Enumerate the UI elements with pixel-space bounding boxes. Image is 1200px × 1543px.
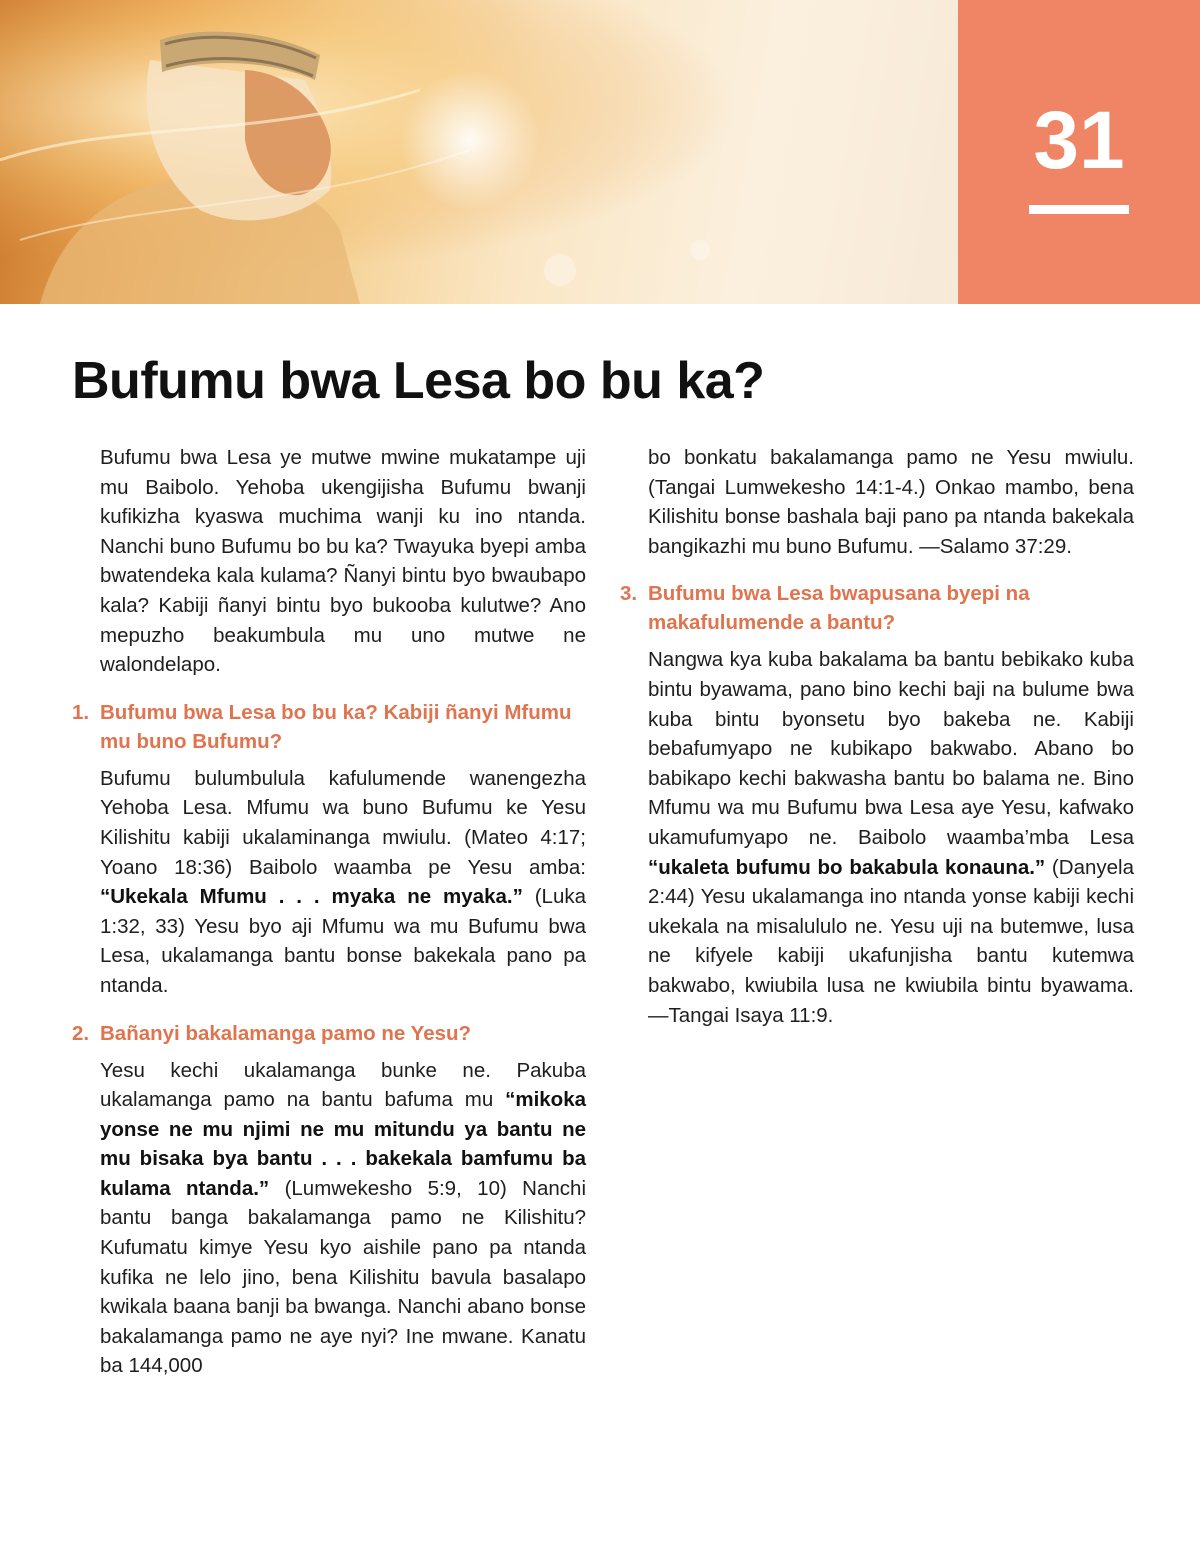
question-3-number: 3. bbox=[620, 582, 638, 606]
answer-2-continued: bo bonkatu bakalamanga pamo ne Yesu mwiulu. (Tangai Lumwekesho 14:1-4.) Onkao mambo, bena Kilishitu bonse bashala baji pano pa ntanda bakekala bangikazhi mu buno Bufumu. —Salamo 37:29. bbox=[648, 446, 1134, 558]
answer-2 bbox=[72, 1056, 586, 1382]
question-1 bbox=[72, 698, 586, 756]
question-3-text: Bufumu bwa Lesa bwapusana byepi na makafulumende a bantu? bbox=[648, 582, 1030, 635]
answer-3-quote: “ukaleta bufumu bo bakabula konauna.” bbox=[648, 855, 1046, 879]
answer-2-text-end: (Lumwekesho 5:9, 10) Nanchi bantu banga bakalamanga pamo ne Kilishitu? Kufumatu kimye Yesu kyo aishile pano pa ntanda kufika ne lelo jino, bena Kilishitu bavula basalapo kwikala baana banji ba bwanga. Nanchi abano bonse bakalamanga pamo ne aye nyi? Ine mwane. Kanatu ba 144,000 bbox=[100, 1176, 586, 1378]
left-column bbox=[72, 443, 586, 1381]
answer-1-quote: “Ukekala Mfumu . . . myaka ne myaka.” bbox=[100, 885, 523, 909]
question-3 bbox=[620, 579, 1134, 637]
answer-3 bbox=[620, 645, 1134, 1030]
answer-1-text-end: (Luka 1:32, 33) Yesu byo aji Mfumu wa mu Bufumu bwa Lesa, ukalamanga bantu bonse bakekala pano pa ntanda. bbox=[100, 885, 587, 997]
page-title: Bufumu bwa Lesa bo bu ka? bbox=[72, 352, 765, 410]
answer-3-text-end: (Danyela 2:44) Yesu ukalamanga ino ntanda yonse kabiji kechi ukekala na misalululo ne. Yesu uji na butemwe, lusa ne kifyele kabiji ukafunjisha bantu kutemwa bakwabo, kwiubila lusa ne kwiubila bintu byawama. —Tangai Isaya 11:9. bbox=[648, 855, 1134, 1027]
question-1-number: 1. bbox=[72, 700, 90, 724]
header-image bbox=[0, 0, 958, 304]
answer-1 bbox=[72, 764, 586, 1001]
answer-3-text: Nangwa kya kuba bakalama ba bantu bebikako kuba bintu byawama, pano bino kechi baji na bulume bwa kuba bintu byonsetu byo bakeba ne. Kabiji bebafumyapo ne kubikapo bakwabo. Abano bo babikapo kechi bakwasha bantu bo balama ne. Bino Mfumu wa mu Bufumu bwa Lesa aye Yesu, kafwako ukamufumyapo ne. Baibolo waamba’mba Lesa bbox=[648, 648, 1134, 849]
answer-2-text: Yesu kechi ukalamanga bunke ne. Pakuba ukalamanga pamo na bantu bafuma mu bbox=[100, 1058, 586, 1112]
lesson-number-block bbox=[958, 0, 1200, 304]
answer-1-text: Bufumu bulumbulula kafulumende wanengezha Yehoba Lesa. Mfumu wa buno Bufumu ke Yesu Kilishitu kabiji ukalaminanga mwiulu. (Mateo 4:17; Yoano 18:36) Baibolo waamba pe Yesu amba: bbox=[100, 766, 586, 879]
question-2-number: 2. bbox=[72, 1021, 90, 1045]
question-2-text: Bañanyi bakalamanga pamo ne Yesu? bbox=[100, 1021, 472, 1045]
lesson-number: 31 bbox=[1033, 95, 1125, 186]
question-2 bbox=[72, 1019, 586, 1048]
right-column bbox=[620, 443, 1134, 1030]
intro-paragraph: Bufumu bwa Lesa ye mutwe mwine mukatampe uji mu Baibolo. Yehoba ukengijisha Bufumu bwanji kufikizha kyaswa muchima wanji ku ino ntanda. Nanchi buno Bufumu bo bu ka? Twayuka byepi amba bwatendeka kala kulama? Ñanyi bintu byo bwaubapo kala? Kabiji ñanyi bintu byo bukooba kulutwe? Ano mepuzho beakumbula mu uno mutwe ne walondelapo. bbox=[100, 446, 586, 677]
answer-2-quote: “mikoka yonse ne mu njimi ne mu mitundu ya bantu ne mu bisaka bya bantu . . . bakekala bamfumu ba kulama ntanda.” bbox=[100, 1088, 586, 1200]
question-1-text: Bufumu bwa Lesa bo bu ka? Kabiji ñanyi Mfumu mu buno Bufumu? bbox=[100, 700, 572, 753]
lesson-number-underline bbox=[1029, 205, 1129, 214]
crowned-king-illustration bbox=[0, 0, 958, 304]
